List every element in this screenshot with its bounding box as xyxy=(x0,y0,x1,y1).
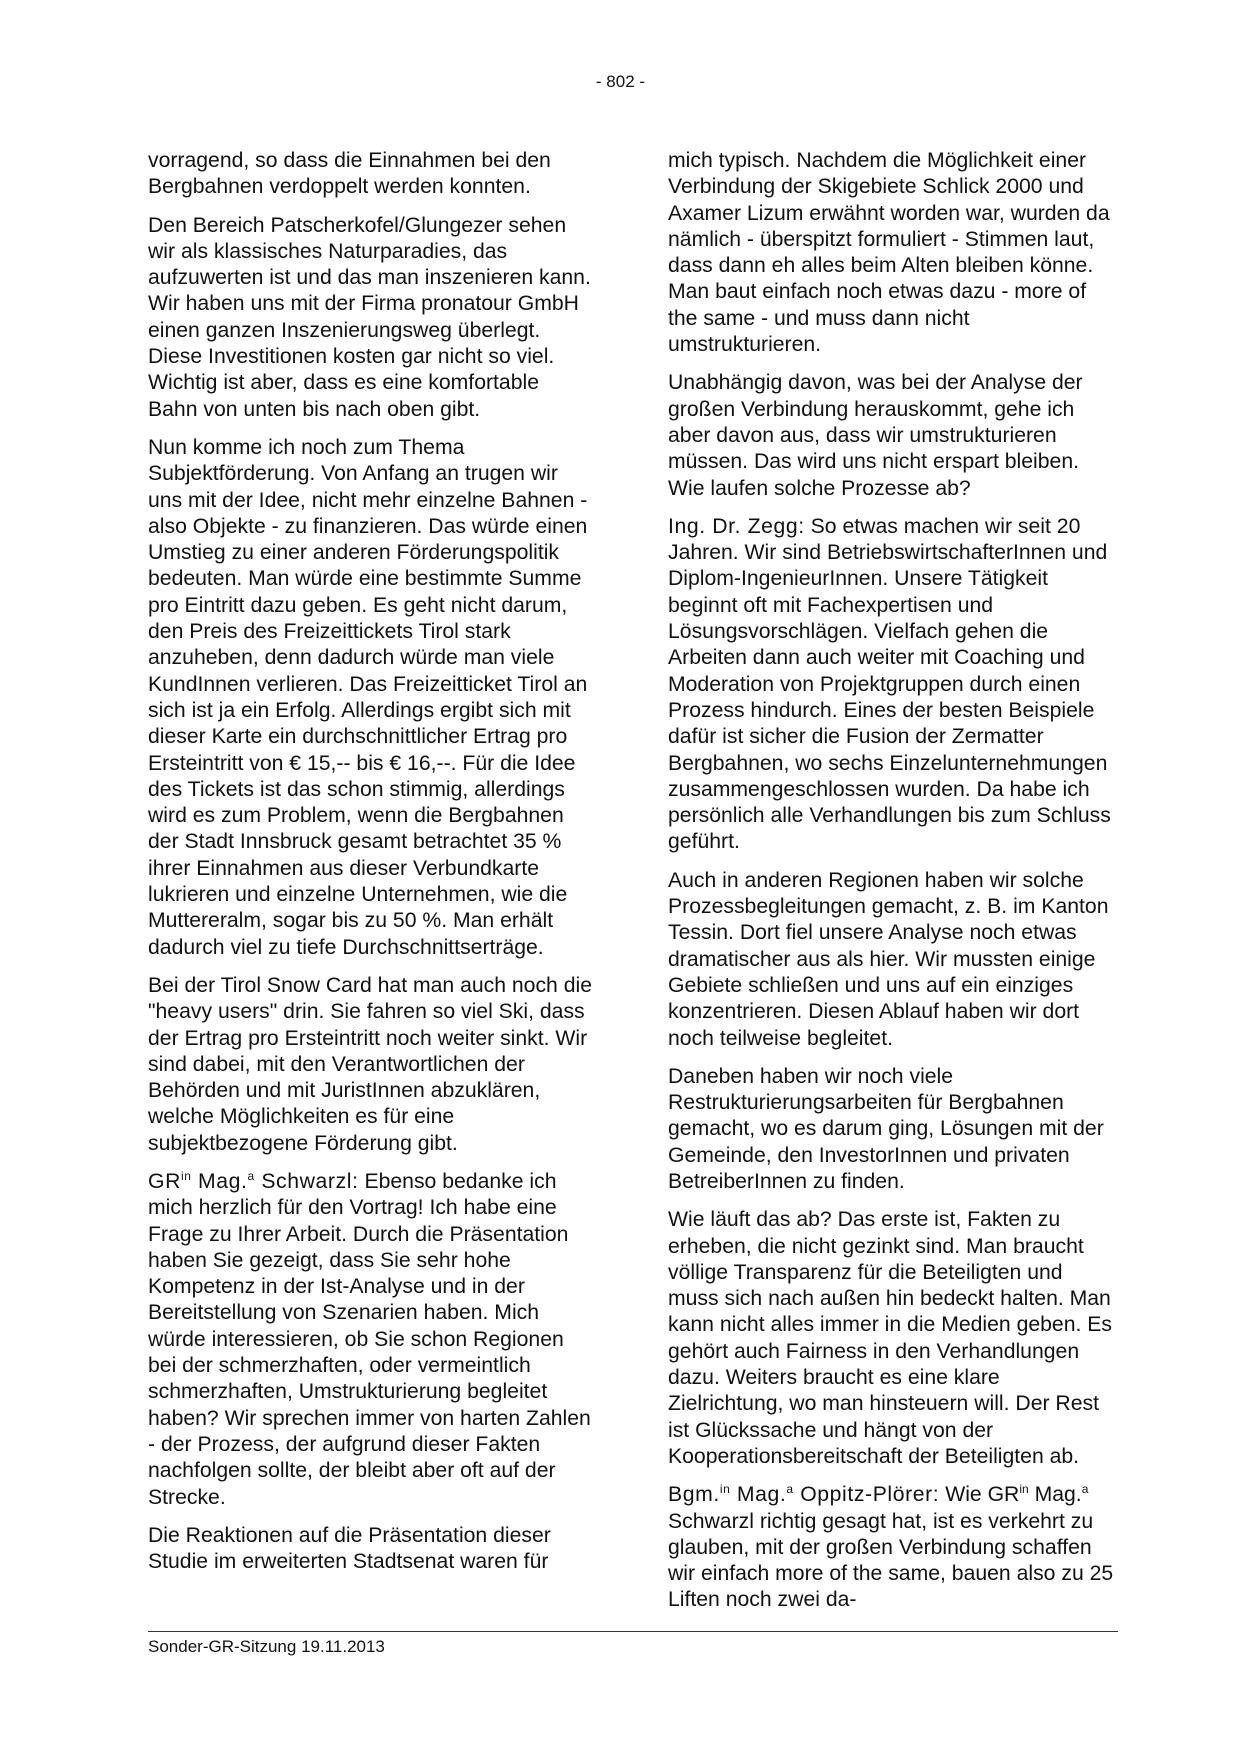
speech-text: Ebenso bedanke ich mich herzlich für den Vortrag! Ich habe eine Frage zu Ihrer Arbeit. Durch die Präsentation haben Sie gezeigt, dass Sie sehr hohe Kompetenz in der Ist-Analyse und in der Bereitstellung von Szenarien haben. Mich würde interessieren, ob Sie schon Regionen bei der schmerzhaften, oder vermeintlich schmerzhaften, Umstrukturierung begleitet haben? Wir sprechen immer von harten Zahlen - der Prozess, der aufgrund dieser Fakten nachfolgen sollte, der bleibt aber oft auf der Strecke. xyxy=(148,1169,591,1509)
paragraph: vorragend, so dass die Einnahmen bei den Bergbahnen verdoppelt werden konnten. xyxy=(148,149,551,199)
paragraph: Auch in anderen Regionen haben wir solche Prozessbegleitungen gemacht, z. B. im Kanton Tessin. Dort fiel unsere Analyse noch etwas dramatischer aus als hier. Wir mussten einige Gebiete schließen und uns auf ein einziges konzentrieren. Diesen Ablauf haben wir dort noch teilweise begleitet. xyxy=(668,868,1109,1050)
speech-text: So etwas machen wir seit 20 Jahren. Wir sind BetriebswirtschafterInnen und Diplom-IngenieurInnen. Unsere Tätigkeit beginnt oft mit Fachexpertisen und Lösungsvorschlägen. Vielfach gehen die Arbeiten dann auch weiter mit Coaching und Moderation von Projektgruppen durch einen Prozess hindurch. Eines der besten Beispiele dafür ist sicher die Fusion der Zermatter Bergbahnen, wo sechs Einzelunternehmungen zusammengeschlossen wurden. Da habe ich persönlich alle Verhandlungen bis zum Schluss geführt. xyxy=(668,514,1111,854)
paragraph xyxy=(668,514,1114,856)
paragraph xyxy=(148,1169,594,1511)
paragraph: Daneben haben wir noch viele Restrukturierungsarbeiten für Bergbahnen gemacht, wo es darum ging, Lösungen mit der Gemeinde, den InvestorInnen und privaten BetreiberInnen zu finden. xyxy=(668,1064,1104,1193)
speaker-label: $GR^{in}$ Mag.$^a$ Schwarzl: xyxy=(148,1168,359,1193)
page-number: - 802 - xyxy=(595,72,646,91)
speech-text: Wie $GR^{in}$ Mag.$^a$ Schwarzl richtig gesagt hat, ist es verkehrt zu glauben, mit der großen Verbindung schaffen wir einfach more of the same, bauen also zu 25 Liften noch zwei da- xyxy=(668,1482,1114,1612)
footer-session-label: Sonder-GR-Sitzung 19.11.2013 xyxy=(148,1637,385,1656)
paragraph xyxy=(668,1482,1114,1613)
paragraph: Den Bereich Patscherkofel/Glungezer sehen wir als klassisches Naturparadies, das aufzuwerten ist und das man inszenieren kann. Wir haben uns mit der Firma pronatour GmbH einen ganzen Inszenierungsweg überlegt. Diese Investitionen kosten gar nicht so viel. Wichtig ist aber, dass es eine komfortable Bahn von unten bis nach oben gibt. xyxy=(148,213,591,421)
paragraph: Wie läuft das ab? Das erste ist, Fakten zu erheben, die nicht gezinkt sind. Man braucht völlige Transparenz für die Beteiligten und muss sich nach außen hin bedeckt halten. Man kann nicht alles immer in die Medien geben. Es gehört auch Fairness in den Verhandlungen dazu. Weiters braucht es eine klare Zielrichtung, wo man hinsteuern will. Der Rest ist Glückssache und hängt von der Kooperationsbereitschaft der Beteiligten ab. xyxy=(668,1208,1112,1468)
paragraph: Bei der Tirol Snow Card hat man auch noch die "heavy users" drin. Sie fahren so viel Ski, dass der Ertrag pro Ersteintritt noch weiter sinkt. Wir sind dabei, mit den Verantwortlichen der Behörden und mit JuristInnen abzuklären, welche Möglichkeiten es für eine subjektbezogene Förderung gibt. xyxy=(148,973,593,1155)
left-column xyxy=(148,148,594,1587)
paragraph: Die Reaktionen auf die Präsentation dieser Studie im erweiterten Stadtsenat waren für xyxy=(148,1523,551,1574)
footer-divider xyxy=(148,1631,1118,1632)
paragraph: Unabhängig davon, was bei der Analyse der großen Verbindung herauskommt, gehe ich aber davon aus, dass wir umstrukturieren müssen. Das wird uns nicht erspart bleiben. Wie laufen solche Prozesse ab? xyxy=(668,371,1083,500)
speaker-label: Bgm.$^{in}$ Mag.$^a$ Oppitz-Plörer: xyxy=(668,1482,940,1507)
paragraph: Nun komme ich noch zum Thema Subjektförderung. Von Anfang an trugen wir uns mit der Idee, nicht mehr einzelne Bahnen - also Objekte - zu finanzieren. Das würde einen Umstieg zu einer anderen Förderungspolitik bedeuten. Man würde eine bestimmte Summe pro Eintritt dazu geben. Es geht nicht darum, den Preis des Freizeittickets Tirol stark anzuheben, denn dadurch würde man viele KundInnen verlieren. Das Freizeitticket Tirol an sich ist ja ein Erfolg. Allerdings ergibt sich mit dieser Karte ein durchschnittlicher Ertrag pro Ersteintritt von € 15,-- bis € 16,--. Für die Idee des Tickets ist das schon stimmig, allerdings wird es zum Problem, wenn die Bergbahnen der Stadt Innsbruck gesamt betrachtet 35 % ihrer Einnahmen aus dieser Verbundkarte lukrieren und einzelne Unternehmen, wie die Muttereralm, sogar bis zu 50 %. Man erhält dadurch viel zu tiefe Durchschnittserträge. xyxy=(148,435,588,959)
right-column xyxy=(668,148,1114,1626)
speaker-label: Ing. Dr. Zegg: xyxy=(668,514,805,538)
paragraph: mich typisch. Nachdem die Möglichkeit einer Verbindung der Skigebiete Schlick 2000 und Axamer Lizum erwähnt worden war, wurden da nämlich - überspitzt formuliert - Stimmen laut, dass dann eh alles beim Alten bleiben könne. Man baut einfach noch etwas dazu - more of the same - und muss dann nicht umstrukturieren. xyxy=(668,149,1110,357)
